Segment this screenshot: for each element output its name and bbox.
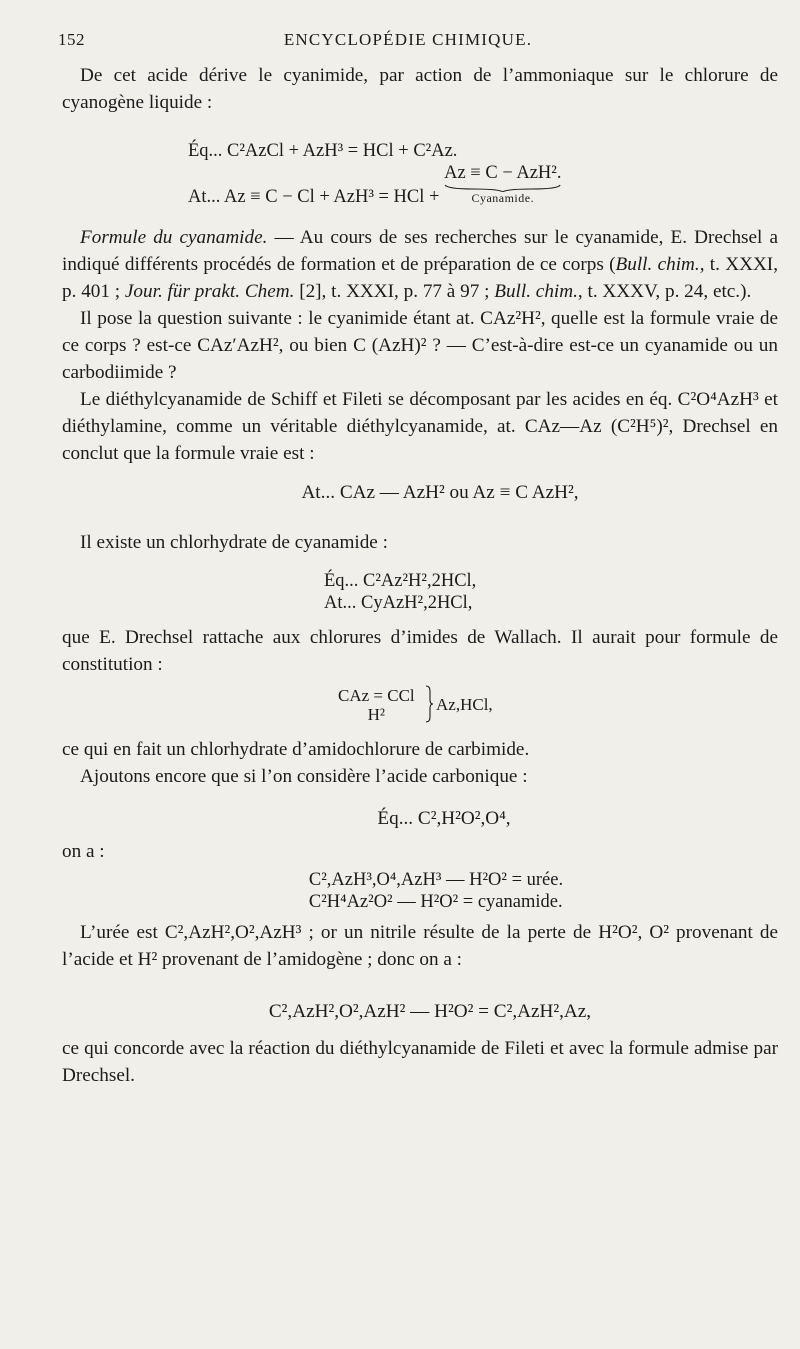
paragraph-intro: De cet acide dérive le cyanimide, par action de l’ammoniaque sur le chlorure de cyanogène liquide : [62,65,778,113]
page-body [62,62,778,1089]
paragraph-conclusion: ce qui concorde avec la réaction du diéthylcyanamide de Fileti et avec la formule admise par Drechsel. [62,1038,778,1086]
equation-chlorhydrate [62,570,778,614]
page-header [58,30,758,54]
equation-at-left: At... Az ≡ C − Cl + AzH³ = HCl + [188,187,445,207]
ref-bull-chim-2: Bull. chim. [494,281,578,302]
ref-jour-prakt: Jour. für prakt. Chem. [124,281,295,302]
cyanamide-formula: Az ≡ C − AzH². [444,163,562,183]
ref-detail-2: [2], t. XXXI, p. 77 à 97 ; [294,281,495,302]
paragraph-question: Il pose la question suivante : le cyanimide étant at. CAz²H², quelle est la formule vraie de ce corps ? est-ce CAz′AzH², ou bien C (AzH)² ? — C’est-à-dire est-ce un cyanamide ou un carbodiimide ? [62,308,778,383]
equation-cyanamide-formula: At... CAz — AzH² ou Az ≡ C AzH², [301,482,579,503]
equation-constitution [62,682,778,726]
paragraph-formule-text: — Au cours de ses recherches sur le cyanamide, E. Drechsel a indiqué différents procédés de formation et de préparation de ce corps ( [62,227,778,275]
equation-line-uree: C²,AzH³,O⁴,AzH³ — H²O² = urée. [308,870,564,890]
paragraph-uree: L’urée est C²,AzH²,O²,AzH³ ; or un nitrile résulte de la perte de H²O², O² provenant de l’acide et H² provenant de l’amidogène ; donc on a : [62,922,778,970]
page-number: 152 [58,30,85,49]
ref-detail-3: , t. XXXV, p. 24, etc.). [577,281,752,302]
cyanamide-label: Cyanamide. [471,191,535,205]
paragraph-acide-carbonique: Ajoutons encore que si l’on considère l’acide carbonique : [80,766,528,787]
paragraph-on-a: on a : [62,841,105,862]
constitution-bottom: H² [367,705,386,724]
paragraph-formule [62,224,778,305]
cyanamide-group [444,162,561,205]
ref-bull-chim-1: Bull. chim. [615,254,700,275]
equation-carbonic-acid: Éq... C²,H²O²,O⁴, [377,808,511,829]
running-title: ENCYCLOPÉDIE CHIMIQUE. [283,30,533,49]
paragraph-chlorhydrate: Il existe un chlorhydrate de cyanamide : [80,532,388,553]
equation-uree-cyanamide [62,869,778,913]
equation-line-at: At... CyAzH²,2HCl, [324,593,473,613]
constitution-top: CAz = CCl [338,686,415,705]
constitution-right: Az,HCl, [436,695,493,714]
section-heading: Formule du cyanamide. [80,227,268,248]
equation-line-eq: Éq... C²AzCl + AzH³ = HCl + C²Az. [188,141,458,161]
curly-brace-icon [424,685,434,723]
ref-detail-1: , t. XXXI, p. 401 ; [62,254,778,302]
paragraph-carbimide: ce qui en fait un chlorhydrate d’amidochlorure de carbimide. [62,739,530,760]
paragraph-diethylcyanamide: Le diéthylcyanamide de Schiff et Fileti se décomposant par les acides en éq. C²O⁴AzH³ et diéthylamine, comme un véritable diéthylcyanamide, at. CAz—Az (C²H⁵)², Drechsel en conclut que la formule vraie est : [62,389,778,464]
equation-line-at [188,162,778,208]
equation-nitrile: C²,AzH²,O²,AzH² — H²O² = C²,AzH²,Az, [268,1001,592,1022]
equation-line-cyanamide: C²H⁴Az²O² — H²O² = cyanamide. [308,892,563,912]
paragraph-wallach: que E. Drechsel rattache aux chlorures d’imides de Wallach. Il aurait pour formule de constitution : [62,627,778,675]
equation-cyanimide-formation [62,140,778,208]
equation-line-eq: Éq... C²Az²H²,2HCl, [324,571,477,591]
